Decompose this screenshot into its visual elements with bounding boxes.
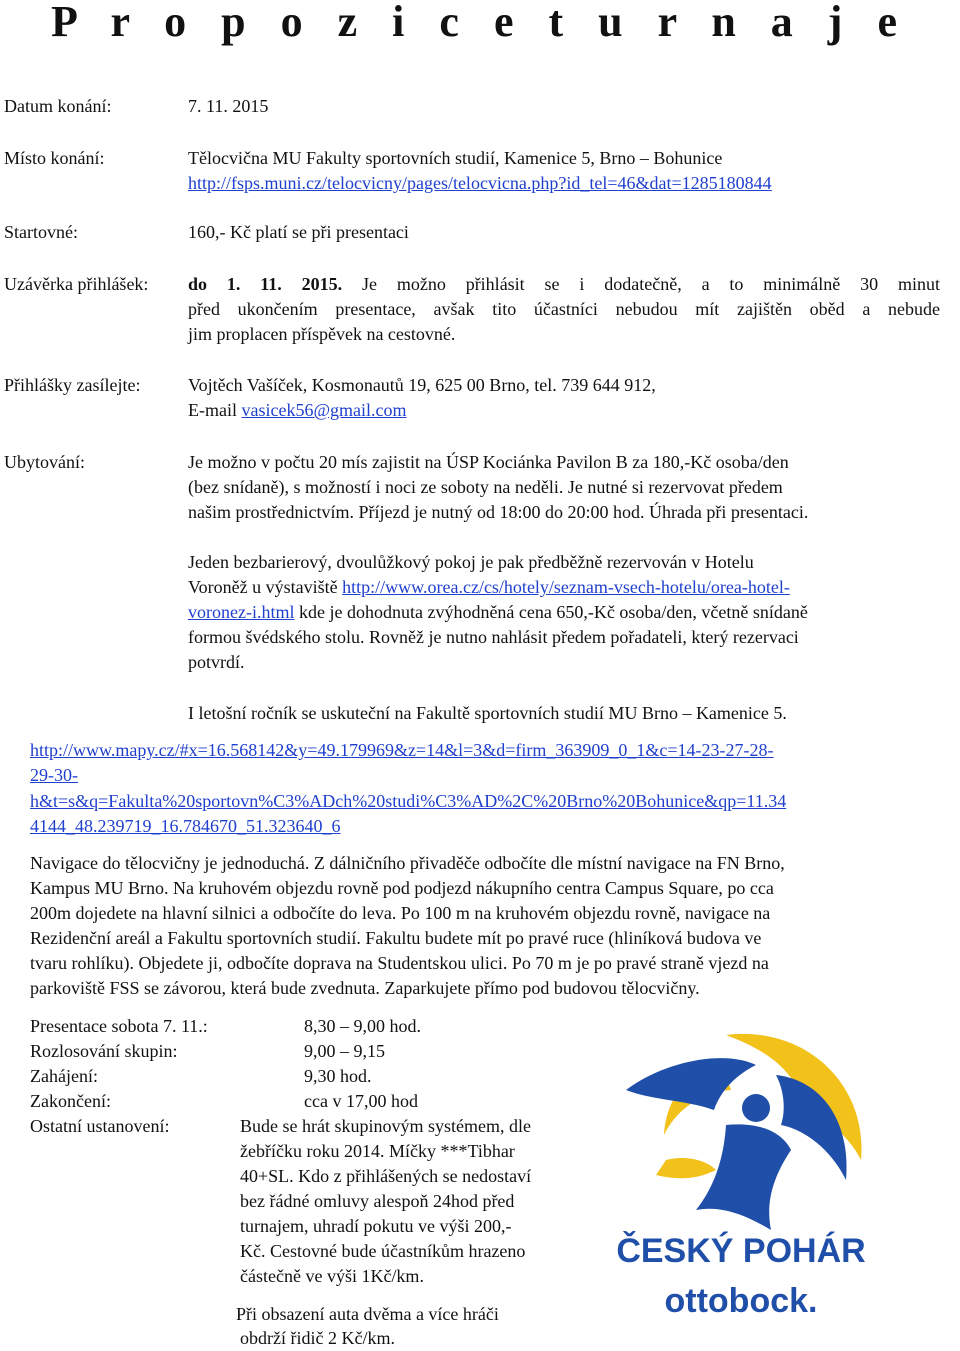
other-rules-extra2: obdrží řidič 2 Kč/km. [240,1328,395,1348]
logo-graphic [606,1030,876,1330]
other-rules-line: bez řádné omluvy alespoň 24hod před [240,1191,515,1211]
date-label: Datum konání: [4,96,112,116]
accommodation-p2-line4: formou švédského stolu. Rovněž je nutno nahlásit předem pořadateli, který rezervaci [188,627,799,647]
schedule-label: Rozlosování skupin: [30,1041,178,1061]
navigation-line: 200m dojedete na hlavní silnici a odbočíte do leva. Po 100 m na kruhovém objezdu rovně, navigace na [30,903,771,923]
navigation-line: parkoviště FSS se závorou, která bude zvednuta. Zaparkujete přímo pod budovou tělocvičny. [30,978,700,998]
map-link-line3[interactable]: h&t=s&q=Fakulta%20sportovn%C3%ADch%20studi%C3%AD%2C%20Brno%20Bohunice&qp=11.34 [30,791,787,811]
schedule-value: 9,30 hod. [304,1066,372,1086]
page-title: P r o p o z i c e t u r n a j e [51,0,909,46]
accommodation-p3: I letošní ročník se uskuteční na Fakultě sportovních studií MU Brno – Kamenice 5. [188,703,787,723]
map-link-line4[interactable]: 4144_48.239719_16.784670_51.323640_6 [30,816,341,836]
deadline-text: Je možno přihlásit se i dodatečně, a to minimálně 30 minut [361,274,941,294]
navigation-line: tvaru rohlíku). Objedete ji, odbočíte doprava na Studentskou ulici. Po 70 m je po pravé straně vjezd na [30,953,769,973]
registration-label: Přihlášky zasílejte: [4,375,141,395]
accommodation-p2-line1: Jeden bezbarierový, dvoulůžkový pokoj je pak předběžně rezervován v Hotelu [188,552,754,572]
accommodation-p2-line5: potvrdí. [188,652,245,672]
venue-value: Tělocvična MU Fakulty sportovních studií, Kamenice 5, Brno – Bohunice [188,148,723,168]
logo-brand: ottobock. [664,1282,818,1320]
deadline-label: Uzávěrka přihlášek: [4,274,149,294]
hotel-link-part1[interactable]: http://www.orea.cz/cs/hotely/seznam-vsech-hotelu/orea-hotel- [342,577,790,597]
accommodation-p2-line3 [188,600,808,625]
accommodation-p1-line1: Je možno v počtu 20 mís zajistit na ÚSP Kociánka Pavilon B za 180,-Kč osoba/den [188,452,789,472]
date-value: 7. 11. 2015 [188,96,269,116]
other-rules-label: Ostatní ustanovení: [30,1116,170,1136]
cesky-pohar-logo [606,1030,876,1330]
schedule-label: Presentace sobota 7. 11.: [30,1016,208,1036]
hotel-text: Voroněž u výstaviště [188,577,338,597]
deadline-line2: před ukončením presentace, avšak tito účastníci nebudou mít zajištěn oběd a nebude [188,299,940,319]
accommodation-p1-line2: (bez snídaně), s možností i noci ze soboty na neděli. Je nutné si rezervovat předem [188,477,783,497]
email-link[interactable]: vasicek56@gmail.com [241,400,407,420]
schedule-value: 9,00 – 9,15 [304,1041,385,1061]
navigation-line: Kampus MU Brno. Na kruhovém objezdu rovně pod podjezd nákupního centra Campus Square, po cca [30,878,774,898]
other-rules-line: 40+SL. Kdo z přihlášených se nedostaví [240,1166,532,1186]
navigation-line: Rezidenční areál a Fakultu sportovních studií. Fakultu budete mít po pravé ruce (hliníková budova ve [30,928,762,948]
other-rules-line: turnajem, uhradí pokutu ve výši 200,- [240,1216,512,1236]
deadline-date: do 1. 11. 2015. [188,274,343,294]
fee-value: 160,- Kč platí se při presentaci [188,222,409,242]
deadline-line3: jim proplacen příspěvek na cestovné. [188,324,456,344]
hotel-price-text: kde je dohodnuta zvýhodněná cena 650,-Kč osoba/den, včetně snídaně [298,602,808,622]
map-link-line1[interactable]: http://www.mapy.cz/#x=16.568142&y=49.179969&z=14&l=3&d=firm_363909_0_1&c=14-23-27-28- [30,740,774,760]
other-rules-line: Kč. Cestovné bude účastníkům hrazeno [240,1241,526,1261]
schedule-value: 8,30 – 9,00 hod. [304,1016,421,1036]
venue-link[interactable]: http://fsps.muni.cz/telocvicny/pages/telocvicna.php?id_tel=46&dat=1285180844 [188,173,772,193]
map-link-line2[interactable]: 29-30- [30,765,78,785]
accommodation-p1-line3: našim prostřednictvím. Příjezd je nutný od 18:00 do 20:00 hod. Úhrada při presentaci. [188,502,809,522]
registration-email-row [188,398,407,423]
hotel-link-part2[interactable]: voronez-i.html [188,602,295,622]
registration-address: Vojtěch Vašíček, Kosmonautů 19, 625 00 Brno, tel. 739 644 912, [188,375,656,395]
deadline-line1 [188,272,940,297]
other-rules-line: Bude se hrát skupinovým systémem, dle [240,1116,531,1136]
schedule-label: Zakončení: [30,1091,111,1111]
accommodation-p2-line2 [188,575,790,600]
venue-label: Místo konání: [4,148,105,168]
schedule-label: Zahájení: [30,1066,98,1086]
navigation-line: Navigace do tělocvičny je jednoduchá. Z dálničního přivaděče odbočíte dle místní navigace na FN Brno, [30,853,785,873]
fee-label: Startovné: [4,222,78,242]
accommodation-label: Ubytování: [4,452,85,472]
other-rules-line: žebříčku roku 2014. Míčky ***Tibhar [240,1141,515,1161]
schedule-value: cca v 17,00 hod [304,1091,418,1111]
other-rules-extra1: Při obsazení auta dvěma a více hráči [236,1304,499,1324]
logo-text: ČESKÝ POHÁR [616,1232,866,1270]
other-rules-line: částečně ve výši 1Kč/km. [240,1266,424,1286]
email-label: E-mail [188,400,237,420]
